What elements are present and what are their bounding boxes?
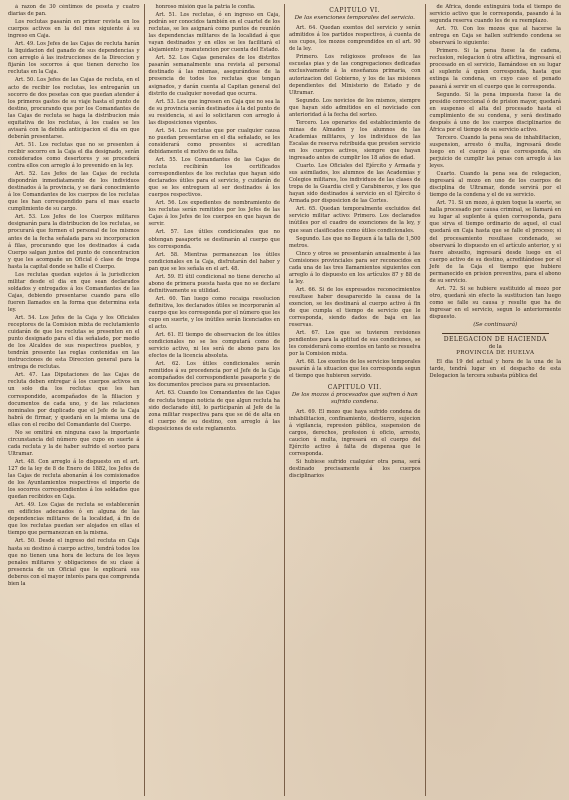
paragraph: Art. 60. Tan luego como recaiga resolucion definitiva, los declarados útiles se incorporarán al cuerpo que les corresponda por el número que les cupo en suerte, y los inútiles serán licenciados en el acto. (148, 295, 280, 331)
paragraph: Art. 64. Quedan exentos del servicio y serán admitidos á los partidos respectivos, á cuenta de sus cupos, los mozos comprendidos en el art. 90 de la ley. (289, 25, 421, 53)
paragraph: Art. 68. Los exentos de los servicios temporales pasarán á la situacion que les corresponda segun el tiempo que hubieren servido. (289, 359, 421, 380)
paragraph: Art. 71. Si un mozo, á quien toque la suerte, se halla procesado por causa criminal, se llamará en su lugar al suplente á quien corresponda, para que sirva el tiempo ordinario de aquel, el cual quedará en Caja hasta que se falle el proceso; si del procesamiento resultase condenado, se observará lo dispuesto en el artículo anterior, y si fuere absuelto, ingresará desde luego en el cuerpo activo de su destino, acreditándose por el Jefe de la Caja el tiempo que hubiere permanecido en prision preventiva, para el abono de su servicio. (429, 200, 561, 284)
paragraph: Art. 49. Los Jefes de las Cajas de recluta harán la liquidacion del ganado de sus dependencias y con arreglo á las instrucciones de la Direccion y fijarán los socorros á que tienen derecho los reclutas en la Caja. (8, 41, 140, 76)
paragraph: Art. 70. Con los mozos que al hacerse la entrega en Caja se hallen sufriendo condena se observará lo siguiente: (429, 26, 561, 47)
paragraph: Art. 57. Los útiles condicionales que no obtengan pasaporte se destinarán al cuerpo que les corresponda. (148, 229, 280, 250)
paragraph: Art. 62. Los útiles condicionales serán remitidos á su procedencia por el Jefe de la Caja acompañados del correspondiente pasaporte y de los documentos precisos para su presentacion. (148, 361, 280, 389)
column-3-body-bottom (289, 409, 421, 480)
text-columns (8, 4, 563, 796)
delegacion-provincia: PROVINCIA DE HUELVA (456, 350, 535, 357)
chapter-subtitle-vii: De los mozos á procesados que sufren ó han sufrido condena. (291, 391, 418, 405)
paragraph: Art. 52. Los Cajas generales de los distritos pasarán semanalmente una revista al personal destinado á las mismas, asegurándose de la presencia de todos los reclutas que tengan asignados, y darán cuenta al Capitan general del distrito de cualquier novedad que ocurra. (148, 55, 280, 97)
paragraph: El dia 19 del actual y hora de la una de la tarde, tendrá lugar en el despacho de esta Delegacion la tercera subasta pública del (429, 359, 561, 380)
paragraph: Art. 72. Si se hubiere sustituido al mozo por otro, quedará sin efecto la sustitucion tan luego como se falle su causa y resulte que ha de ingresar en el servicio, segun lo anteriormente dispuesto. (429, 285, 561, 321)
column-1 (8, 4, 145, 796)
chapter-heading-vi: CAPITULO VI. (329, 7, 381, 14)
paragraph: Art. 63. Cuando los Comandantes de las Cajas de recluta tengan noticia de que algun recluta ha sido declarado útil, lo participarán al Jefe de la zona militar respectiva para que se dé de alta en el cuerpo de su destino, con arreglo á las disposiciones de este reglamento. (148, 390, 280, 432)
paragraph: No se omitirá en ninguna caso la importante circunstancia del número que cupo en suerte á cada recluta y la de haber sufrido el sorteo para Ultramar. (8, 429, 140, 457)
delegacion-heading: DELEGACION DE HACIENDA (443, 336, 547, 344)
paragraph: Art. 52. Los Jefes de las Cajas de recluta dispondrán inmediatamente de los individuos destinados á la provincia, y se dará conocimiento á los Comandantes de los cuerpos de los reclutas que les han correspondido para el mas exacto cumplimiento de su cargo. (8, 171, 140, 213)
paragraph: Los reclutas pasarán en primer revista en los cuerpos activos en la del mes siguiente á su ingreso en Caja. (8, 19, 140, 40)
column-4-body-bottom (430, 359, 562, 380)
paragraph: Art. 69. El mozo que haya sufrido condena de inhabilitacion, confinamiento, destierro, sujecion á vigilancia, represion pública, suspension de cargos, derechos, profesion ú oficio, arresto, caucion ú multa, ingresará en el cuerpo del Ejército activo á falta de dispensa que le corresponda. (289, 408, 421, 458)
paragraph: Tercero. Cuando la pena sea de inhabilitacion, suspension, arresto ó multa, ingresará desde luego en el cuerpo á que corresponda, sin perjuicio de cumplir las penas con arreglo á las leyes. (429, 134, 561, 170)
chapter-heading-vii: CAPITULO VII. (327, 383, 382, 391)
paragraph: Cuarto. Cuando la pena sea de relegacion, ingresará al mozo en uno de los cuerpos de disciplina de Ultramar, donde servirá por el tiempo de la condena y el de su servicio. (429, 171, 561, 199)
paragraph: Segundo. Si la pena impuesta fuese la de presidio correccional ó de prision mayor, quedará en suspenso el alta del procesado hasta el cumplimiento de su condena, y será destinado después á uno de los cuerpos disciplinarios de África por el tiempo de su servicio activo. (429, 91, 561, 133)
paragraph: Art. 59. El útil condicional no tiene derecho al abono de primera puesta hasta que no se declare definitivamente su utilidad. (148, 273, 280, 294)
column-4-body-top (430, 4, 562, 321)
chapter-subtitle-vi: De las exenciones temporales del servicio. (294, 15, 415, 21)
paragraph: Art. 49. Los Cajas de recluta se establecerán en edificios adecuados ó en alguna de las dependencias militares de la localidad, á fin de que los reclutas puedan ser alojados en ellas el tiempo que permanezcan en la misma. (8, 502, 140, 537)
paragraph: Art. 53. Los Jefes de los Cuerpos militares designarán para la distribucion de los reclutas, se procurará que formen el personal de los mismos antes de la fecha señalada para su incorporacion á filas, procurando que los destinados á cada Cuerpo salgan juntos del punto de concentracion y que les acompañe un Oficial ó clase de tropa hasta la capital donde se halle el Cuerpo. (8, 214, 140, 270)
paragraph: Los reclutas quedan sujetos á la jurisdiccion militar desde el dia en que sean declarados soldados y entregados á los Comandantes de las Cajas, debiendo presentarse cuando para ello fueren llamados en la forma que determina esta ley. (8, 271, 140, 313)
paragraph: Art. 50. Los Jefes de las Cajas de recluta, en el acto de recibir los reclutas, les entregarán un socorro de dos pesetas con que puedan atender á los primeros gastos de su viaje hasta el punto de destino, procurando que por los Comandantes de las Cajas de recluta se haga la distribucion más equitativa de los reclutas, á los cuales se les avisará con la debida anticipacion el dia en que deberán presentarse. (8, 77, 140, 140)
paragraph: Segundo. Los novicios de los mismos, siempre que hayan sido admitidos en el noviciado con anterioridad á la fecha del sorteo. (289, 97, 421, 118)
paragraph: Si hubiese sufrido cualquier otra pena, será destinado precisamente á los cuerpos disciplinarios (289, 459, 421, 480)
section-divider (442, 333, 550, 334)
column-4 (426, 4, 564, 796)
paragraph: Art. 61. El tiempo de observacion de los útiles condicionales no se les computará como de servicio activo, ni les será de abono para los efectos de la licencia absoluta. (148, 332, 280, 360)
paragraph: Art. 56. Los expedientes de nombramiento de los reclutas serán remitidos por los Jefes de las Cajas á los Jefes de los cuerpos en que hayan de servir. (148, 200, 280, 228)
paragraph: Art. 66. Si de los expresados reconocimientos resultase haber desaparecido la causa de la exencion, se les destinará al cuerpo activo á fin de que cumpla el tiempo de servicio que le corresponda, siendo dados de baja en las reservas. (289, 286, 421, 329)
paragraph: á razon de 30 céntimos de peseta y cuatro diarias de pan. (8, 4, 140, 18)
column-3 (285, 4, 426, 796)
paragraph: Segundo. Los que no lleguen á la talla de 1,500 metros. (289, 235, 421, 249)
paragraph: Art. 47. Las Diputaciones de las Cajas de recluta deben entregar á los cuerpos activos en un solo dia los reclutas que les han correspondido, acompañados de la filiacion y documentos de cada uno, y de las relaciones nominales por duplicado que el Jefe de la Caja habrá de firmar, y quedará en la misma una de ellas con el recibo del Comandante del Cuerpo. (8, 372, 140, 428)
paragraph: Tercero. Los operarios del establecimiento de minas de Almaden y los alumnos de las Academias militares, y los individuos de las Escalas de reserva retribuida que presten servicio en los cuerpos activos, siempre que hayan ingresado antes de cumplir los 18 años de edad. (289, 119, 421, 162)
paragraph: honroso misión que la patria le confía. (155, 4, 256, 10)
paragraph: Art. 54. Los reclutas que por cualquier causa no puedan presentarse en el dia señalado, se les considerará como presentes si acreditan debidamente el motivo de su falta. (148, 127, 280, 155)
continued-note: (Se continuará) (473, 322, 518, 329)
paragraph: Art. 54. Los Jefes de la Caja y los Oficiales receptores de la Comision mixta de reclutamiento cuidarán de que los reclutas se presenten en el punto designado para el dia señalado, por medio de los Alcaldes de sus respectivos pueblos, y tendrán presente las reglas contenidas en las instrucciones de esta Direccion general para la entrega de reclutas. (8, 315, 140, 371)
paragraph: Art. 55. Los Comandantes de las Cajas de recluta recibirán los certificados correspondientes de los reclutas que hayan sido declarados útiles para el servicio, y cuidarán de que se les entreguen al ser destinados á los cuerpos respectivos. (148, 156, 280, 199)
paragraph: Art. 67. Los que se tuvieren revisiones pendientes para la aptitud de sus condiciones, se les considerará como exentos en tanto se resuelva por la Comision mixta. (289, 330, 421, 358)
paragraph: Primero. Si la pena fuese la de cadena, reclusion, relegacion ú otra aflictiva, ingresará el procesado en el servicio, llamándose en su lugar al suplente á quien corresponda, hasta que extinga la condena, en cuyo caso el penado pasará á servir en el cuerpo que le corresponda. (429, 48, 561, 90)
paragraph: Art. 51. Los reclutas que no se presenten á recibir socorro en la Caja el dia designado, serán considerados como desertores y se procederá contra ellos con arreglo á lo prevenido en la ley. (8, 141, 140, 170)
paragraph: Art. 48. Con arreglo á lo dispuesto en el art. 127 de la ley de 8 de Enero de 1882, los Jefes de las Cajas de recluta abonarán á los comisionados de los Ayuntamientos respectivos el importe de los socorros correspondientes á los soldados que quedan recibidos en Caja. (8, 458, 140, 501)
column-3-body-top (289, 25, 421, 380)
column-2-body (149, 4, 281, 433)
paragraph: Art. 51. Los reclutas, ó en ingreso en Caja, podrán ser conocidos también en el cuartel de los reclutas, se les asignará como puntos de reunión las dependencias militares de la localidad á que vayan destinados y en ellos se les facilitará el alojamiento y manutencion por cuenta del Estado. (148, 12, 280, 54)
column-2 (145, 4, 286, 796)
paragraph: Primero. Los religiosos profesos de las escuelas pias y de las congregaciones dedicadas exclusivamente á la enseñanza primaria, con autorizacion del Gobierno, y los de las misiones dependientes del Ministerio de Estado y de Ultramar. (289, 54, 421, 96)
column-1-body (8, 4, 140, 588)
paragraph: Cinco y otros se presentarán anualmente á las Comisiones provinciales para ser reconocidos en cada una de las tres llamamientos siguientes con arreglo á lo dispuesto en los artículos 87 y 88 de la ley. (289, 250, 421, 285)
paragraph: Art. 65. Quedan temporalmente excluidos del servicio militar activo: Primero. Los declarados inútiles por el cuadro de exenciones de la ley, y que sean clasificados como útiles condicionales. (289, 206, 421, 234)
paragraph: Art. 58. Mientras permanezcan los útiles condicionales en la Caja, disfrutarán del haber y pan que se les señala en el art. 48. (148, 251, 280, 272)
paragraph: de África, donde extinguirá toda el tiempo de servicio activo que le corresponda, pasando á la segunda reserva cuando les de su reemplazo. (429, 4, 561, 25)
delegacion-de: de la (488, 343, 502, 350)
paragraph: Cuarto. Los Oficiales del Ejército y Armada y sus asimilados, los alumnos de las Academias y Colegios militares, los individuos de las clases de tropa de la Guardia civil y Carabineros, y los que hayan sido destinados á servicio en el Ejército ó Armada por disposicion de las Cortes. (289, 163, 421, 205)
paragraph: Art. 53. Los que ingresen en Caja que no sea la de su provincia serán destinados á la del punto de su residencia, si así lo solicitaren con arreglo á las disposiciones vigentes. (148, 98, 280, 126)
paragraph: Art. 50. Desde el ingreso del recluta en Caja hasta su destino á cuerpo activo, tendrá todos los que no tienen una hora de lectura de los leyes penales militares y obligaciones de su clase á presencia de un Oficial que le explicará sus deberes con el mayor interés para que comprenda bien la (8, 538, 140, 587)
